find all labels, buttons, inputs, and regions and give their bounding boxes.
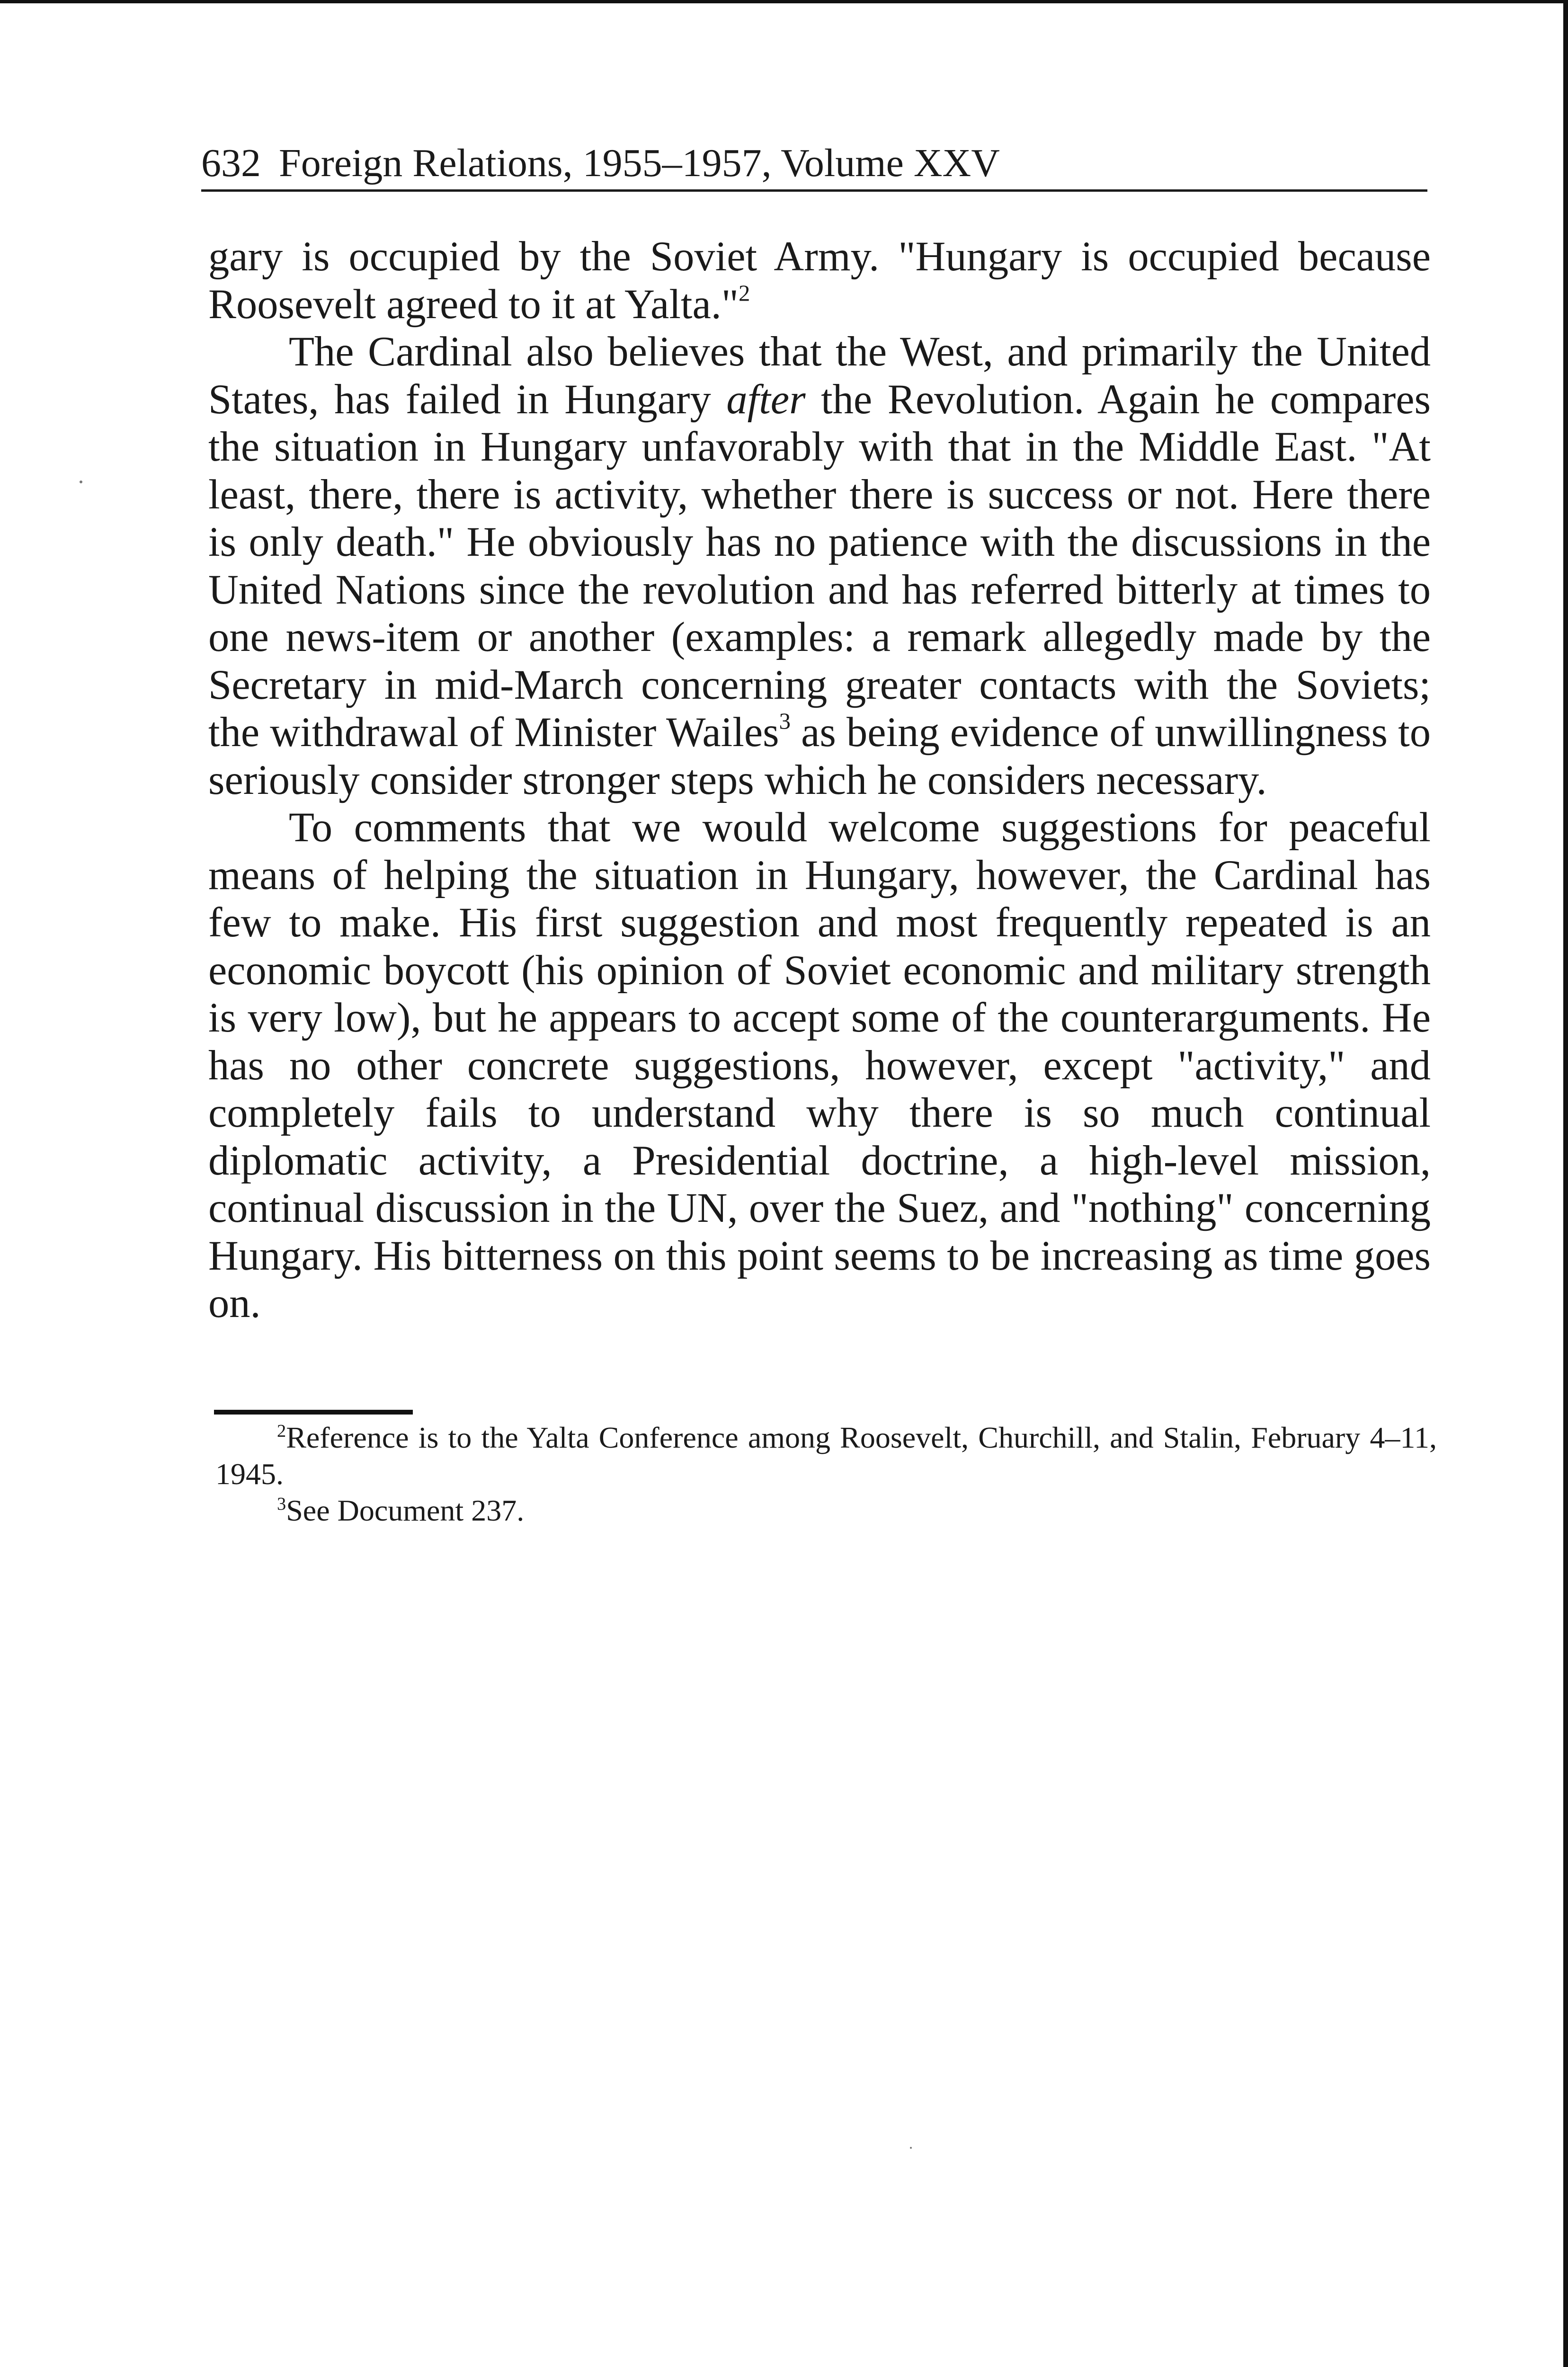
running-header bbox=[201, 137, 1427, 192]
footnote-ref-3: 3 bbox=[779, 708, 791, 734]
footnote-2-text: Reference is to the Yalta Conference among Roosevelt, Churchill, and Stalin, February 4–11, 1945. bbox=[215, 1421, 1437, 1491]
paragraph-2 bbox=[208, 328, 1431, 804]
footnote-3-number: 3 bbox=[277, 1494, 286, 1514]
running-title: Foreign Relations, 1955–1957, Volume XXV bbox=[279, 141, 1000, 185]
paragraph-1 bbox=[208, 233, 1431, 328]
footnote-separator bbox=[214, 1410, 413, 1415]
footnote-3-text: See Document 237. bbox=[286, 1494, 525, 1527]
paragraph-1-text: gary is occupied by the Soviet Army. "Hungary is occupied because Roosevelt agreed to it at Yalta." bbox=[208, 233, 1431, 328]
paragraph-3 bbox=[208, 804, 1431, 1327]
scan-speck bbox=[910, 2147, 912, 2149]
paragraph-3-text: To comments that we would welcome suggestions for peaceful means of helping the situation in Hungary, however, the Cardinal has few to make. His first suggestion and most frequently repeated is an economic boycott (his opinion of Soviet economic and military strength is very low), but he appears to accept some of the counterarguments. He has no other concrete suggestions, however, except "activity," and completely fails to understand why there is so much continual diplomatic activity, a Presidential doctrine, a high-level mission, continual discussion in the UN, over the Suez, and "nothing" concerning Hungary. His bitterness on this point seems to be increasing as time goes on. bbox=[208, 804, 1431, 1326]
paragraph-2-text-c: as being evidence of unwillingness to seriously consider stronger steps which he considers necessary. bbox=[208, 709, 1431, 803]
page-number: 632 bbox=[201, 141, 261, 185]
page-border-top bbox=[0, 0, 1568, 3]
footnotes bbox=[215, 1419, 1437, 1529]
body-text bbox=[208, 233, 1431, 1327]
footnote-2-number: 2 bbox=[277, 1421, 286, 1441]
page-border-right bbox=[1563, 0, 1568, 2367]
footnote-2 bbox=[215, 1419, 1437, 1492]
paragraph-2-text-b: the Revolution. Again he compares the situation in Hungary unfavorably with that in the Middle East. "At least, there, there is activity, whether there is success or not. Here there is only death." He obviously has no patience with the discussions in the United Nations since the revolution and has referred bitterly at times to one news-item or another (examples: a remark allegedly made by the Secretary in mid-March concerning greater contacts with the Soviets; the withdrawal of Minister Wailes bbox=[208, 376, 1431, 756]
italic-after: after bbox=[726, 376, 806, 423]
scan-speck bbox=[80, 481, 82, 483]
footnote-ref-2: 2 bbox=[739, 280, 750, 306]
paragraph-2-text-a: The Cardinal also believes that the West, and primarily the United States, has failed in Hungary bbox=[208, 329, 1431, 423]
footnote-3 bbox=[215, 1492, 1437, 1529]
